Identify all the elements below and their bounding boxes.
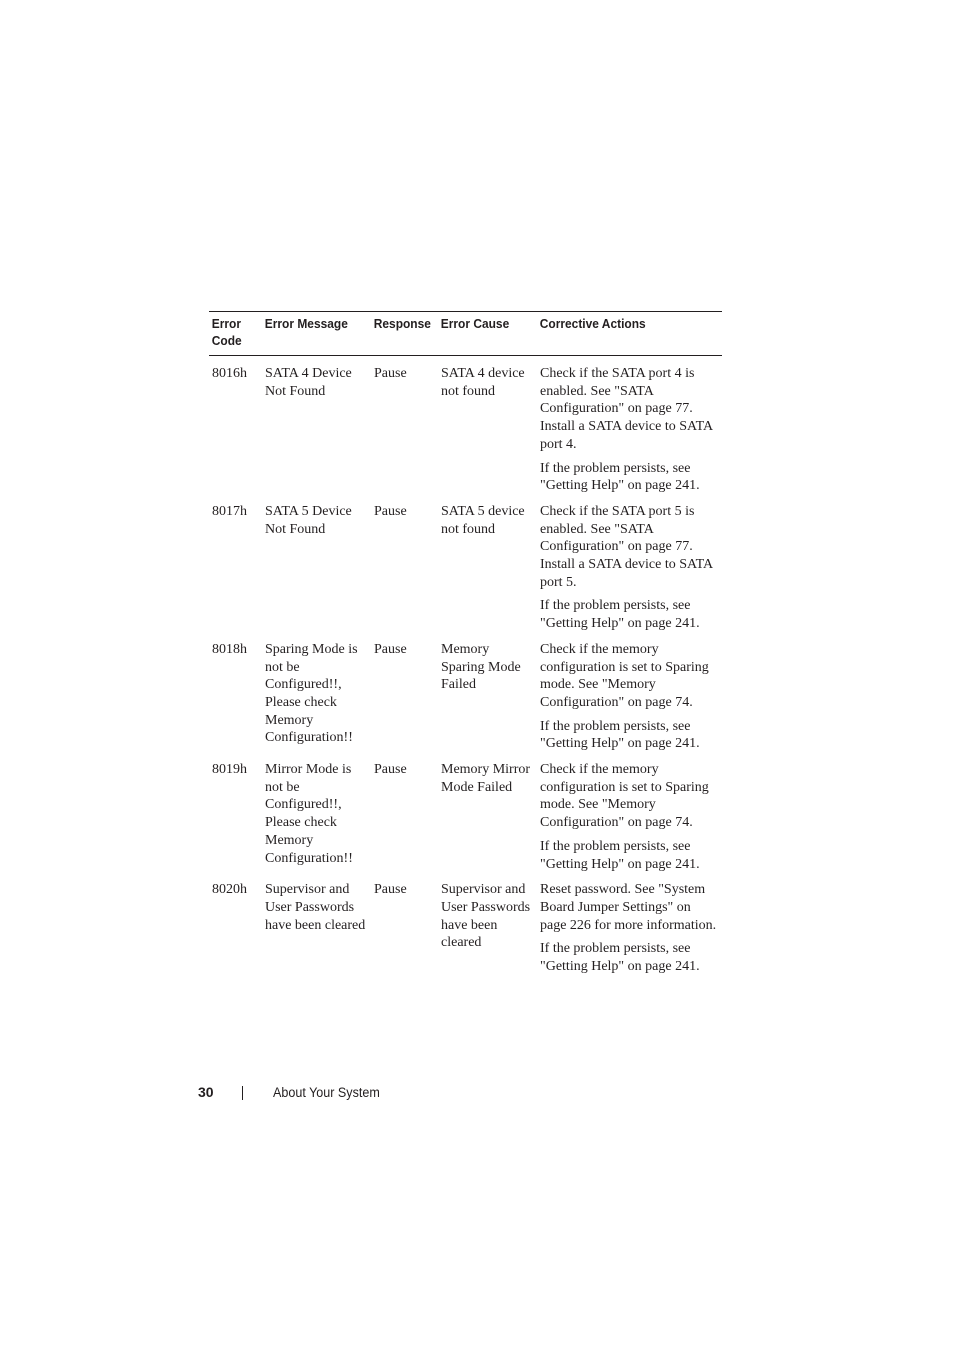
table-header [209,312,722,356]
cell-error-code: 8019h [212,762,247,778]
cell-error-message: SATA 4 Device Not Found [265,366,352,399]
action-paragraph: Check if the SATA port 5 is enabled. See "SATA Configuration" on page 77. Install a SATA device to SATA port 5. [540,503,713,590]
cell-corrective-actions [537,356,722,495]
cell-error-cause: SATA 4 device not found [441,366,525,399]
table-row [209,633,722,753]
table-row [209,356,722,495]
cell-error-code: 8018h [212,641,247,657]
cell-error-cause: Memory Mirror Mode Failed [441,762,531,795]
cell-corrective-actions [537,495,722,633]
cell-error-cause: Supervisor and User Passwords have been cleared [441,882,531,951]
cell-error-code: 8016h [212,366,247,381]
action-paragraph: If the problem persists, see "Getting Help" on page 241. [540,838,700,872]
action-paragraph: If the problem persists, see "Getting Help" on page 241. [540,460,700,494]
action-paragraph: Check if the SATA port 4 is enabled. See "SATA Configuration" on page 77. Install a SATA device to SATA port 4. [540,366,713,452]
footer-section-title: About Your System [273,1085,380,1100]
cell-response: Pause [374,641,407,657]
cell-corrective-actions [537,753,722,873]
cell-error-cause: SATA 5 device not found [441,503,525,537]
page-number: 30 [198,1084,214,1100]
cell-response: Pause [374,366,407,381]
cell-error-message: Supervisor and User Passwords have been cleared [265,882,366,933]
cell-response: Pause [374,762,407,778]
header-error-code: Error Code [211,316,242,348]
cell-error-cause: Memory Sparing Mode Failed [441,641,521,693]
table-row [209,495,722,633]
header-error-cause: Error Cause [440,316,510,331]
footer-divider [242,1086,243,1100]
table-row [209,753,722,873]
cell-error-message: Mirror Mode is not be Configured!!, Please check Memory Configuration!! [265,762,353,866]
action-paragraph: Check if the memory configuration is set to Sparing mode. See "Memory Configuration" on page 74. [540,762,709,831]
cell-error-message: SATA 5 Device Not Found [265,503,352,537]
cell-error-message: Sparing Mode is not be Configured!!, Please check Memory Configuration!! [265,641,358,746]
action-paragraph: If the problem persists, see "Getting Help" on page 241. [540,941,700,975]
cell-response: Pause [374,882,407,898]
header-error-message: Error Message [264,316,348,331]
table-body [209,356,722,976]
cell-response: Pause [374,503,407,519]
cell-error-code: 8017h [212,503,247,519]
cell-error-code: 8020h [212,882,247,898]
action-paragraph: Check if the memory configuration is set to Sparing mode. See "Memory Configuration" on page 74. [540,641,709,710]
cell-corrective-actions [537,873,722,976]
header-response: Response [373,316,431,331]
table-row [209,873,722,976]
action-paragraph: If the problem persists, see "Getting Help" on page 241. [540,598,700,632]
action-paragraph: Reset password. See "System Board Jumper Settings" on page 226 for more information. [540,882,717,933]
header-corrective-actions: Corrective Actions [539,316,646,331]
error-code-table [209,311,722,976]
action-paragraph: If the problem persists, see "Getting Help" on page 241. [540,718,700,752]
header-row [209,312,722,356]
cell-corrective-actions [537,633,722,753]
